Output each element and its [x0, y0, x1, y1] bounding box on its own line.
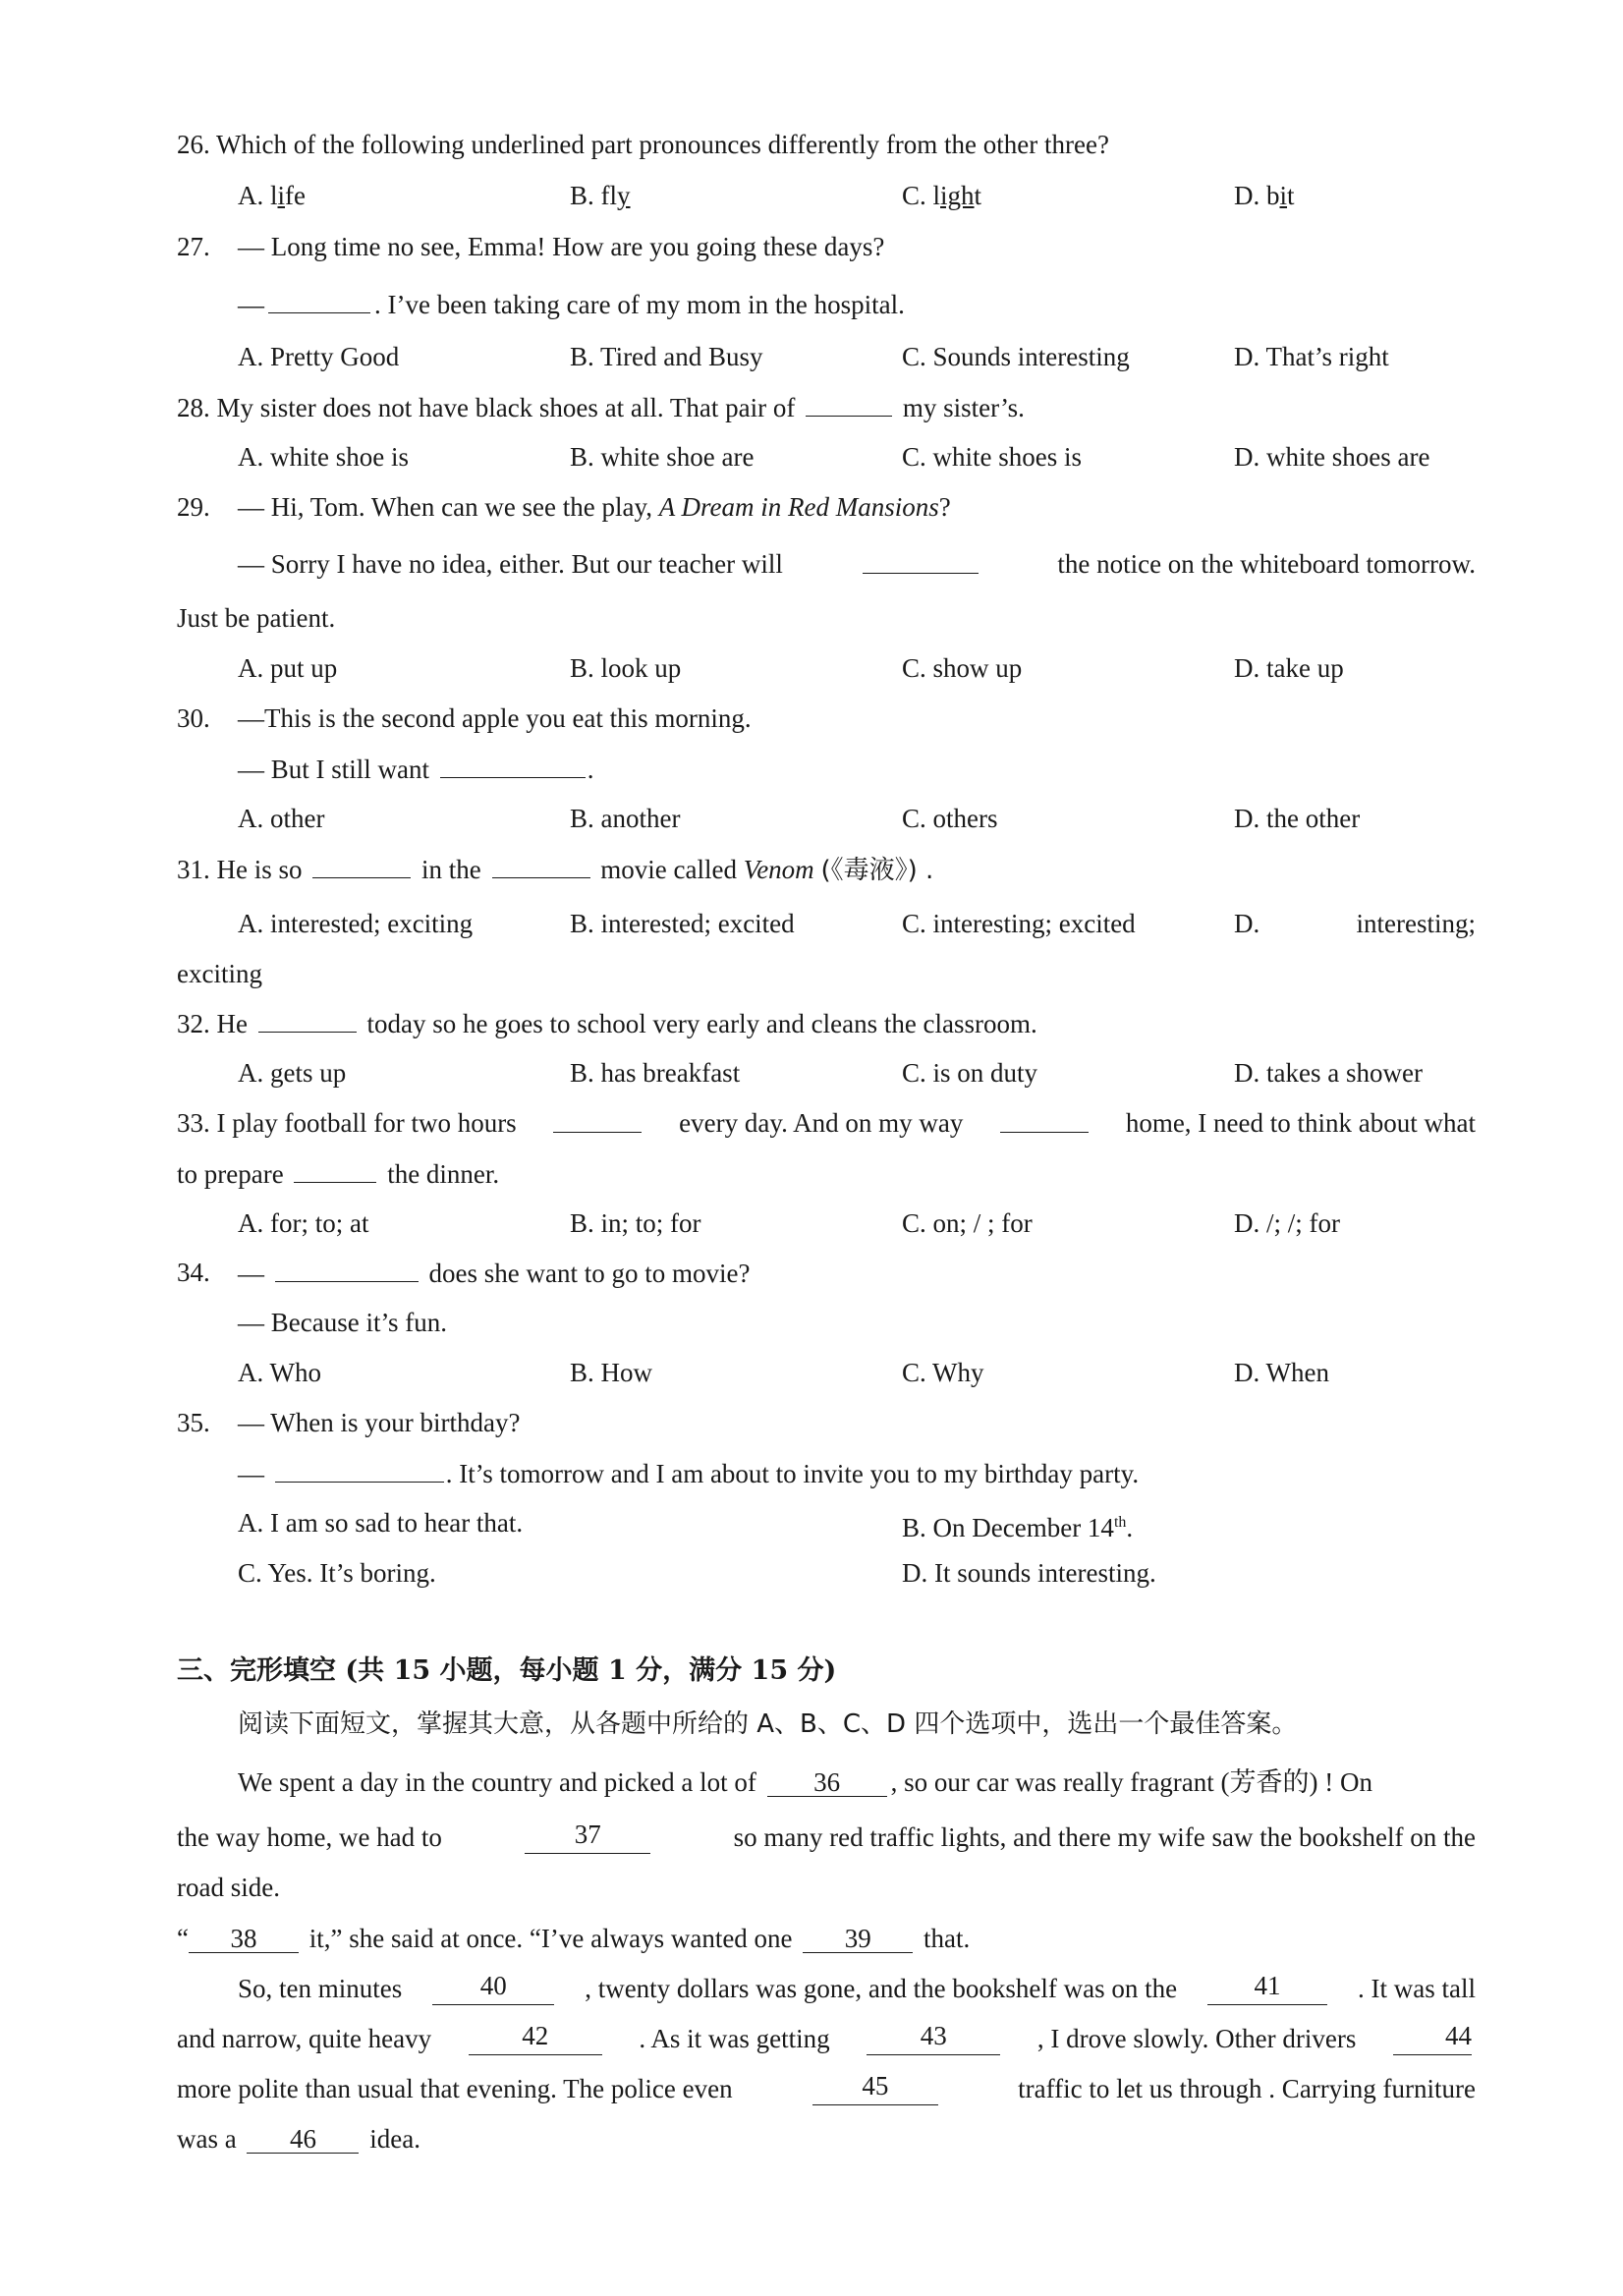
q33-option-d: D. /; /; for — [1234, 1208, 1340, 1238]
passage-line-4: “ 38 it,” she said at once. “I’ve always wanted one 39 that. — [177, 1924, 971, 1953]
q29-number: 29. — [177, 492, 210, 522]
q34-line1: — does she want to go to movie? — [238, 1256, 750, 1290]
cloze-blank-41: 41 — [1207, 1972, 1327, 2005]
passage-line-2: the way home, we had to 37 so many red traffic lights, and there my wife saw the bookshelf on the — [177, 1820, 1476, 1852]
cloze-blank-46: 46 — [247, 2125, 359, 2154]
q27-option-b: B. Tired and Busy — [570, 342, 763, 371]
q32-option-c: C. is on duty — [902, 1058, 1038, 1088]
q35-line1: — When is your birthday? — [238, 1408, 521, 1437]
q30-line1: —This is the second apple you eat this morning. — [238, 703, 752, 733]
passage-line-1: We spent a day in the country and picked a lot of 36 , so our car was really fragrant (芳香的) ! On — [238, 1767, 1372, 1797]
cloze-blank-39: 39 — [803, 1925, 913, 1953]
passage-line-6: and narrow, quite heavy 42 . As it was getting 43 , I drove slowly. Other drivers 44 — [177, 2021, 1472, 2053]
q29-blank — [863, 547, 979, 574]
q30-option-a: A. other — [238, 804, 325, 833]
cloze-blank-45: 45 — [812, 2072, 938, 2105]
q33-option-c: C. on; / ; for — [902, 1208, 1033, 1238]
q27-option-c: C. Sounds interesting — [902, 342, 1130, 371]
q33-blank-1 — [553, 1106, 642, 1133]
q31-option-d: D. interesting; — [1234, 909, 1476, 938]
q33-blank-2 — [1000, 1106, 1089, 1133]
q34-blank — [275, 1256, 419, 1282]
q29-option-b: B. look up — [570, 653, 682, 683]
q30-blank — [440, 752, 586, 778]
passage-line-5: So, ten minutes 40 , twenty dollars was gone, and the bookshelf was on the 41 . It was tall — [238, 1971, 1476, 2003]
q30-option-c: C. others — [902, 804, 998, 833]
passage-line-7: more polite than usual that evening. The police even 45 traffic to let us through . Carrying furniture — [177, 2071, 1476, 2103]
q30-number: 30. — [177, 703, 210, 733]
q28-stem: 28. My sister does not have black shoes at all. That pair of my sister’s. — [177, 390, 1025, 424]
cloze-blank-40: 40 — [432, 1972, 554, 2005]
q34-option-c: C. Why — [902, 1358, 984, 1387]
q30-option-b: B. another — [570, 804, 681, 833]
q31-option-b: B. interested; excited — [570, 909, 795, 938]
section-3-heading: 三、完形填空 (共 15 小题，每小题 1 分，满分 15 分) — [177, 1655, 837, 1686]
q31-blank-2 — [492, 852, 590, 878]
q29-option-a: A. put up — [238, 653, 338, 683]
q32-option-b: B. has breakfast — [570, 1058, 741, 1088]
q35-option-b: B. On December 14th. — [902, 1513, 1134, 1542]
q33-blank-3 — [294, 1156, 376, 1183]
q34-option-b: B. How — [570, 1358, 653, 1387]
q35-option-a: A. I am so sad to hear that. — [238, 1508, 524, 1538]
q34-option-a: A. Who — [238, 1358, 321, 1387]
passage-line-8: was a 46 idea. — [177, 2124, 420, 2154]
q32-option-d: D. takes a shower — [1234, 1058, 1423, 1088]
q31-option-d-continued: exciting — [177, 959, 262, 988]
q27-option-a: A. Pretty Good — [238, 342, 400, 371]
q28-option-c: C. white shoes is — [902, 442, 1083, 472]
q30-option-d: D. the other — [1234, 804, 1361, 833]
q27-line1: — Long time no see, Emma! How are you going these days? — [238, 232, 885, 261]
q31-option-c: C. interesting; excited — [902, 909, 1136, 938]
q28-blank — [806, 390, 892, 417]
q28-option-a: A. white shoe is — [238, 442, 409, 472]
q29-option-c: C. show up — [902, 653, 1023, 683]
q35-option-c: C. Yes. It’s boring. — [238, 1558, 436, 1588]
q26-option-a: A. life — [238, 181, 306, 210]
q31-stem: 31. He is so in the movie called Venom (《毒液》) . — [177, 852, 933, 887]
q27-blank — [268, 287, 370, 313]
passage-line-3: road side. — [177, 1873, 280, 1902]
q30-line2: — But I still want . — [238, 752, 594, 786]
q27-number: 27. — [177, 232, 210, 261]
q32-stem: 32. He today so he goes to school very early and cleans the classroom. — [177, 1006, 1037, 1040]
q32-blank — [258, 1006, 357, 1033]
q34-option-d: D. When — [1234, 1358, 1329, 1387]
cloze-blank-43: 43 — [867, 2022, 1000, 2055]
section-3-instructions: 阅读下面短文，掌握其大意，从各题中所给的 A、B、C、D 四个选项中，选出一个最佳答案。 — [238, 1709, 1298, 1739]
cloze-blank-44: 44 — [1393, 2022, 1472, 2055]
q26-option-c: C. light — [902, 181, 982, 210]
q26-option-d: D. bit — [1234, 181, 1295, 210]
q27-line2: — . I’ve been taking care of my mom in the hospital. — [238, 287, 905, 321]
q35-number: 35. — [177, 1408, 210, 1437]
cloze-blank-37: 37 — [525, 1820, 650, 1854]
q34-line2: — Because it’s fun. — [238, 1308, 447, 1337]
q33-option-a: A. for; to; at — [238, 1208, 369, 1238]
q33-line2: to prepare the dinner. — [177, 1156, 499, 1191]
q35-line2: — . It’s tomorrow and I am about to invite you to my birthday party. — [238, 1456, 1139, 1490]
q31-blank-1 — [312, 852, 411, 878]
q35-blank — [275, 1456, 444, 1483]
q26-option-b: B. fly — [570, 181, 631, 210]
q31-option-a: A. interested; exciting — [238, 909, 474, 938]
q29-line2: — Sorry I have no idea, either. But our teacher will the notice on the whiteboard tomorrow. — [238, 549, 1476, 579]
q33-stem: 33. I play football for two hours every day. And on my way home, I need to think about what — [177, 1108, 1476, 1138]
q26-stem: 26. Which of the following underlined part pronounces differently from the other three? — [177, 130, 1109, 159]
q29-line1: — Hi, Tom. When can we see the play, A Dream in Red Mansions? — [238, 492, 951, 522]
q27-option-d: D. That’s right — [1234, 342, 1389, 371]
cloze-blank-42: 42 — [469, 2022, 602, 2055]
q34-number: 34. — [177, 1258, 210, 1287]
cloze-blank-38: 38 — [189, 1925, 299, 1953]
q28-option-b: B. white shoe are — [570, 442, 755, 472]
cloze-blank-36: 36 — [767, 1768, 887, 1797]
q29-option-d: D. take up — [1234, 653, 1344, 683]
q29-line3: Just be patient. — [177, 603, 336, 633]
q35-option-d: D. It sounds interesting. — [902, 1558, 1156, 1588]
q28-option-d: D. white shoes are — [1234, 442, 1430, 472]
q32-option-a: A. gets up — [238, 1058, 347, 1088]
q33-option-b: B. in; to; for — [570, 1208, 701, 1238]
